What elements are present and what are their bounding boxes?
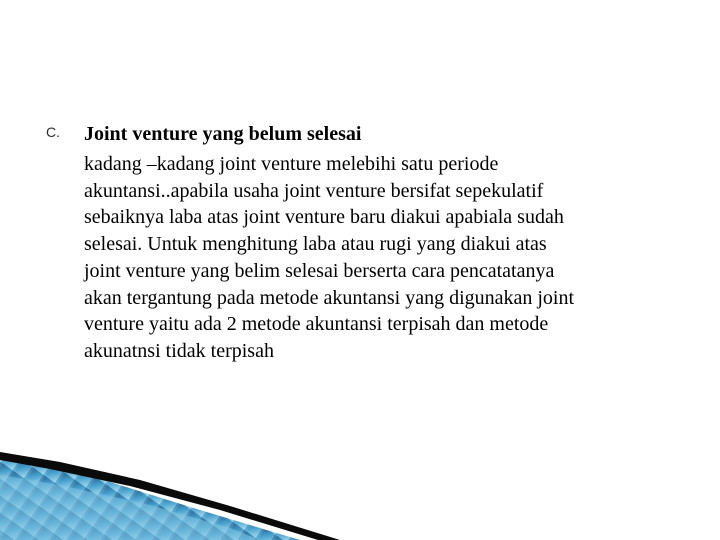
list-item-marker: C. xyxy=(46,124,60,140)
paragraph-line: sebaiknya laba atas joint venture baru diakui apabiala sudah xyxy=(84,206,564,229)
paragraph-line: akan tergantung pada metode akuntansi yang digunakan joint xyxy=(84,286,575,309)
section-heading: Joint venture yang belum selesai xyxy=(84,123,362,145)
paragraph-line: kadang –kadang joint venture melebihi satu periode xyxy=(84,153,499,175)
paragraph-line: venture yaitu ada 2 metode akuntansi terpisah dan metode xyxy=(84,313,549,336)
paragraph-line: akuntansi..apabila usaha joint venture bersifat sepekulatif xyxy=(84,179,544,202)
paragraph-line: joint venture yang belim selesai berserta cara pencatatanya xyxy=(84,259,555,282)
paragraph-line: akunatnsi tidak terpisah xyxy=(84,339,274,362)
paragraph-line: selesai. Untuk menghitung laba atau rugi yang diakui atas xyxy=(84,233,547,256)
body-paragraph xyxy=(84,151,684,365)
